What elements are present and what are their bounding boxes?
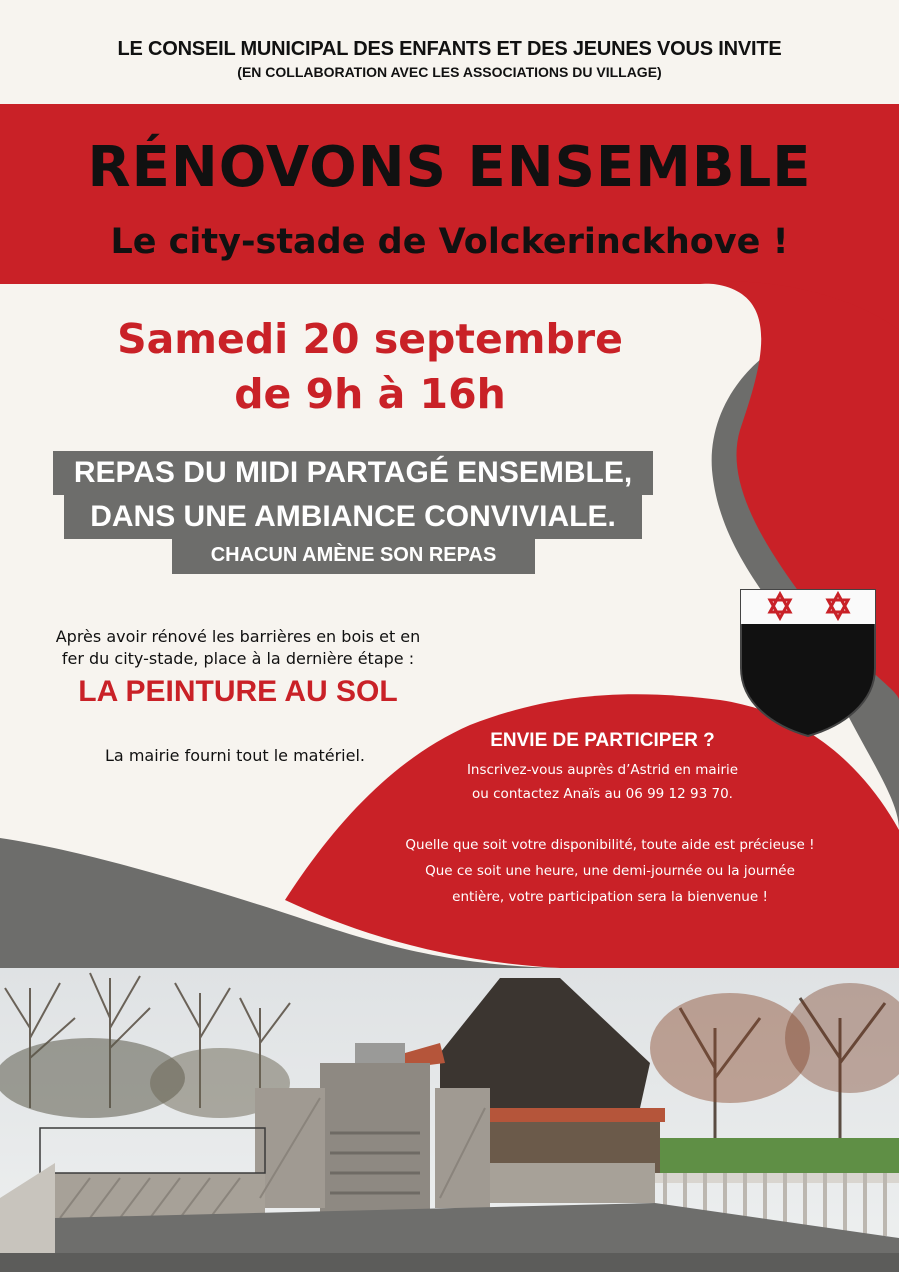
meal-line-1: REPAS DU MIDI PARTAGÉ ENSEMBLE,: [53, 451, 653, 495]
availability-line-1: Quelle que soit votre disponibilité, toute aide est précieuse !: [405, 837, 815, 853]
main-title: RÉNOVONS ENSEMBLE: [87, 135, 812, 200]
coat-of-arms-icon: [738, 588, 878, 738]
city-stade-photo: [0, 968, 899, 1272]
participate-heading: ENVIE DE PARTICIPER ?: [490, 730, 715, 751]
intro-line-1: Après avoir rénové les barrières en bois et en: [55, 627, 421, 646]
availability-line-3: entière, votre participation sera la bienvenue !: [452, 889, 768, 905]
contact-line-1: Inscrivez-vous auprès d’Astrid en mairie: [466, 762, 739, 778]
header-collaboration: (EN COLLABORATION AVEC LES ASSOCIATIONS DU VILLAGE): [237, 64, 662, 80]
availability-note: [340, 832, 880, 910]
availability-line-2: Que ce soit une heure, une demi-journée ou la journée: [425, 863, 795, 879]
intro-paragraph: [18, 626, 458, 670]
event-day: Samedi 20 septembre: [117, 315, 623, 363]
contact-line-2: ou contactez Anaïs au 06 99 12 93 70.: [472, 786, 733, 802]
event-hours: de 9h à 16h: [234, 370, 506, 418]
mairie-note: La mairie fourni tout le matériel.: [105, 746, 365, 765]
painting-highlight: LA PEINTURE AU SOL: [78, 675, 398, 708]
intro-line-2: fer du city-stade, place à la dernière étape :: [61, 649, 415, 668]
meal-line-3: CHACUN AMÈNE SON REPAS: [172, 536, 535, 574]
event-date: [70, 312, 670, 422]
contact-info: [420, 758, 785, 806]
header-invitation: LE CONSEIL MUNICIPAL DES ENFANTS ET DES JEUNES VOUS INVITE: [117, 38, 782, 60]
meal-line-2: DANS UNE AMBIANCE CONVIVIALE.: [64, 495, 642, 539]
subtitle: Le city-stade de Volckerinckhove !: [110, 222, 789, 262]
